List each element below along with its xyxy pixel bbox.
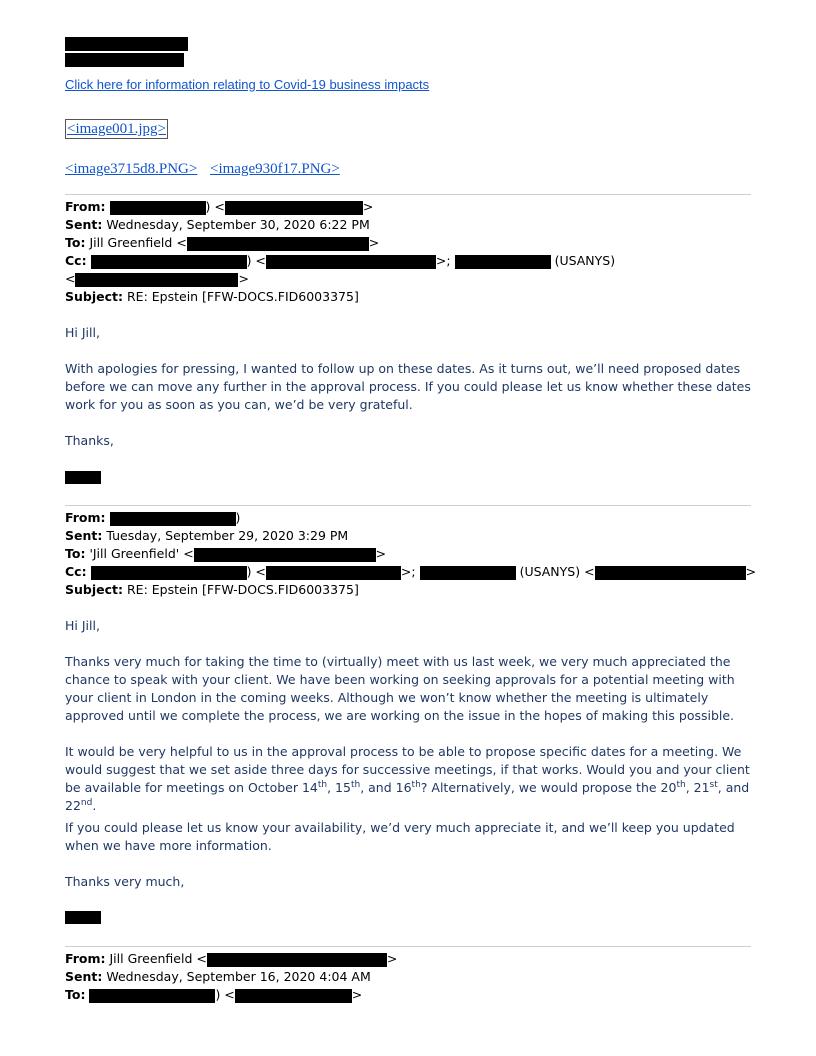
ordinal-suffix: th [411,779,421,790]
signature-redaction [65,911,101,924]
redaction-block [75,273,238,287]
email3-from-line [65,950,397,968]
from-label: From: [65,951,106,966]
redaction-block [91,566,247,580]
redaction-block [595,566,746,580]
redaction-block [266,255,436,269]
image-placeholder-link[interactable]: <image001.jpg> [67,121,166,137]
email1-from-line [65,198,373,216]
email3-to-line [65,986,362,1004]
email2-to-line [65,545,386,563]
email1-paragraph: With apologies for pressing, I wanted to follow up on these dates. As it turns out, we’ll need proposed dates before we can move any further in the approval process. If you could please let us know whether these dates work for you as soon as you can, we’d be very grateful. [65,361,751,412]
redaction-block [225,201,363,215]
email1-closing: Thanks, [65,433,114,448]
email2-greeting: Hi Jill, [65,618,100,633]
redaction-block [266,566,401,580]
email3-sent-line [65,968,371,986]
to-end: > [368,235,380,250]
to-label: To: [65,235,86,250]
sent-label: Sent: [65,528,103,543]
from-label: From: [65,199,106,214]
redaction-block [194,548,376,562]
text-run: . [92,798,97,813]
email2-paragraph: Thanks very much for taking the time to (virtually) meet with us last week, we very much appreciated the chance to speak with your client. We have been working on seeking approvals for a potential meeting with your client in London in the coming weeks. Although we won’t know whether the meeting is ultimately approved until we complete the process, we are working on the issue in the hopes of making this possible. [65,654,735,723]
email3-from-name: Jill Greenfield < [109,951,207,966]
subject-label: Subject: [65,582,123,597]
text-run: , 15 [327,780,351,795]
from-label: From: [65,510,106,525]
email2-subject-line [65,581,359,599]
to-label: To: [65,987,86,1002]
cc-end: > [238,271,249,286]
redaction-block [110,512,236,526]
text-run: , 21 [685,780,710,795]
email2-closing: Thanks very much, [65,874,185,889]
email1-cc-line [65,252,615,270]
cc-bracket: < [65,271,76,286]
redaction-block [235,989,352,1003]
cc-separator: ) < [246,253,266,268]
cc-separator: ) < [246,564,266,579]
redaction-block [65,53,184,67]
email2-availability-paragraph: If you could please let us know your availability, we’d very much appreciate it, and we’ll keep you updated when we have more information. [65,820,735,853]
signature-redaction [65,471,101,484]
redaction-block [455,255,551,269]
cc-org: (USANYS) [554,253,616,268]
cc-separator: >; [435,253,451,268]
text-run: It would be very helpful to us in the approval process to be able to propose specific dates for a meeting. We would suggest that we set aside three days for successive meetings, if that works. Would you and your client be available for meetings on October 14 [65,744,750,795]
redaction-block [420,566,516,580]
email2-dates-paragraph [65,743,755,815]
covid-info-link[interactable]: Click here for information relating to Covid-19 business impacts [65,77,430,92]
text-run: , and 22 [65,780,750,813]
image-placeholder-link[interactable]: <image3715d8.PNG> [65,161,198,177]
from-separator: ) < [205,199,225,214]
cc-label: Cc: [65,253,87,268]
email2-to-name: 'Jill Greenfield' < [89,546,194,561]
to-end: > [375,546,387,561]
email2-sent-line [65,527,348,545]
email-divider [65,505,751,506]
cc-end: > [745,564,757,579]
email1-subject-line [65,288,359,306]
ordinal-suffix: th [317,779,328,790]
email1-subject: RE: Epstein [FFW-DOCS.FID6003375] [126,289,359,304]
redaction-block [91,255,247,269]
ordinal-suffix: st [709,779,718,790]
from-end: ) [235,510,241,525]
text-run: , and 16 [360,780,412,795]
from-end: > [362,199,374,214]
sent-label: Sent: [65,969,103,984]
to-label: To: [65,546,86,561]
from-end: > [386,951,398,966]
email2-sent-date: Tuesday, September 29, 2020 3:29 PM [106,528,349,543]
cc-separator: >; [400,564,416,579]
ordinal-suffix: nd [80,797,93,808]
ordinal-suffix: th [676,779,686,790]
email-divider [65,946,751,947]
email1-sent-date: Wednesday, September 30, 2020 6:22 PM [106,217,370,232]
cc-label: Cc: [65,564,87,579]
redaction-block [110,201,206,215]
email1-to-name: Jill Greenfield < [89,235,187,250]
text-run: ? Alternatively, we would propose the 20 [420,780,677,795]
to-end: > [351,987,363,1002]
email3-sent-date: Wednesday, September 16, 2020 4:04 AM [106,969,371,984]
email1-sent-line [65,216,370,234]
redaction-block [89,989,215,1003]
redaction-block [207,953,387,967]
email2-cc-line [65,563,756,581]
cc-org: (USANYS) < [519,564,595,579]
to-separator: ) < [215,987,235,1002]
email-divider [65,194,751,195]
email1-greeting: Hi Jill, [65,325,100,340]
email1-to-line [65,234,379,252]
subject-label: Subject: [65,289,123,304]
image-placeholder-link[interactable]: <image930f17.PNG> [210,161,340,177]
email1-cc-line2 [65,270,249,288]
sent-label: Sent: [65,217,103,232]
ordinal-suffix: th [350,779,361,790]
email2-subject: RE: Epstein [FFW-DOCS.FID6003375] [126,582,359,597]
redaction-block [65,37,188,51]
redaction-block [187,237,369,251]
email2-from-line [65,509,240,527]
